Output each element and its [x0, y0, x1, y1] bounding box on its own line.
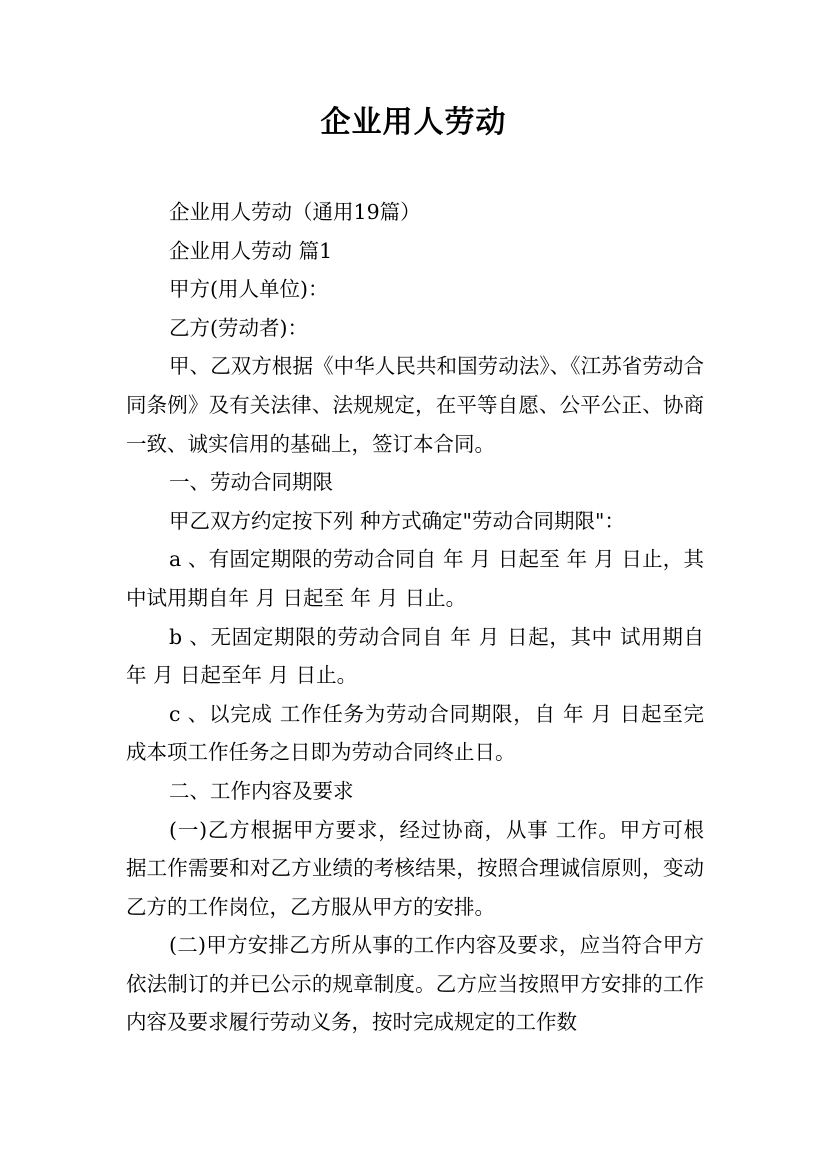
paragraph-term-method: 甲乙双方约定按下列 种方式确定"劳动合同期限"： [169, 508, 625, 533]
paragraph-heading-work: 二、工作内容及要求 [169, 778, 354, 803]
paragraph-preamble: 甲、乙双方根据《中华人民共和国劳动法》、《江苏省劳动合同条例》及有关法律、法规规定，在平等自愿、公平公正、协商一致、诚实信用的基础上，签订本合同。 [126, 354, 704, 456]
paragraph-work-2: (二)甲方安排乙方所从事的工作内容及要求，应当符合甲方依法制订的并已公示的规章制度。乙方应当按照甲方安排的工作内容及要求履行劳动义务，按时完成规定的工作数 [126, 933, 704, 1035]
paragraph-work-1: (一)乙方根据甲方要求，经过协商，从事 工作。甲方可根据工作需要和对乙方业绩的考核结果，按照合理诚信原则，变动乙方的工作岗位，乙方服从甲方的安排。 [126, 817, 704, 919]
paragraph-party-a: 甲方(用人单位)： [169, 277, 329, 302]
paragraph-heading-term: 一、劳动合同期限 [169, 470, 334, 495]
paragraph-section-heading: 企业用人劳动 篇1 [169, 238, 333, 263]
paragraph-party-b: 乙方(劳动者)： [169, 315, 309, 340]
document-body [126, 193, 704, 1042]
paragraph-term-c: c 、以完成 工作任务为劳动合同期限，自 年 月 日起至完成本项工作任务之日即为劳动合同终止日。 [126, 701, 704, 765]
paragraph-term-b: b 、无固定期限的劳动合同自 年 月 日起，其中 试用期自 年 月 日起至年 月 日止。 [126, 624, 704, 688]
paragraph-subtitle: 企业用人劳动（通用19篇） [169, 200, 421, 224]
document-title: 企业用人劳动 [320, 105, 507, 140]
paragraph-term-a: a 、有固定期限的劳动合同自 年 月 日起至 年 月 日止，其中试用期自年 月 日起至 年 月 日止。 [126, 547, 704, 610]
